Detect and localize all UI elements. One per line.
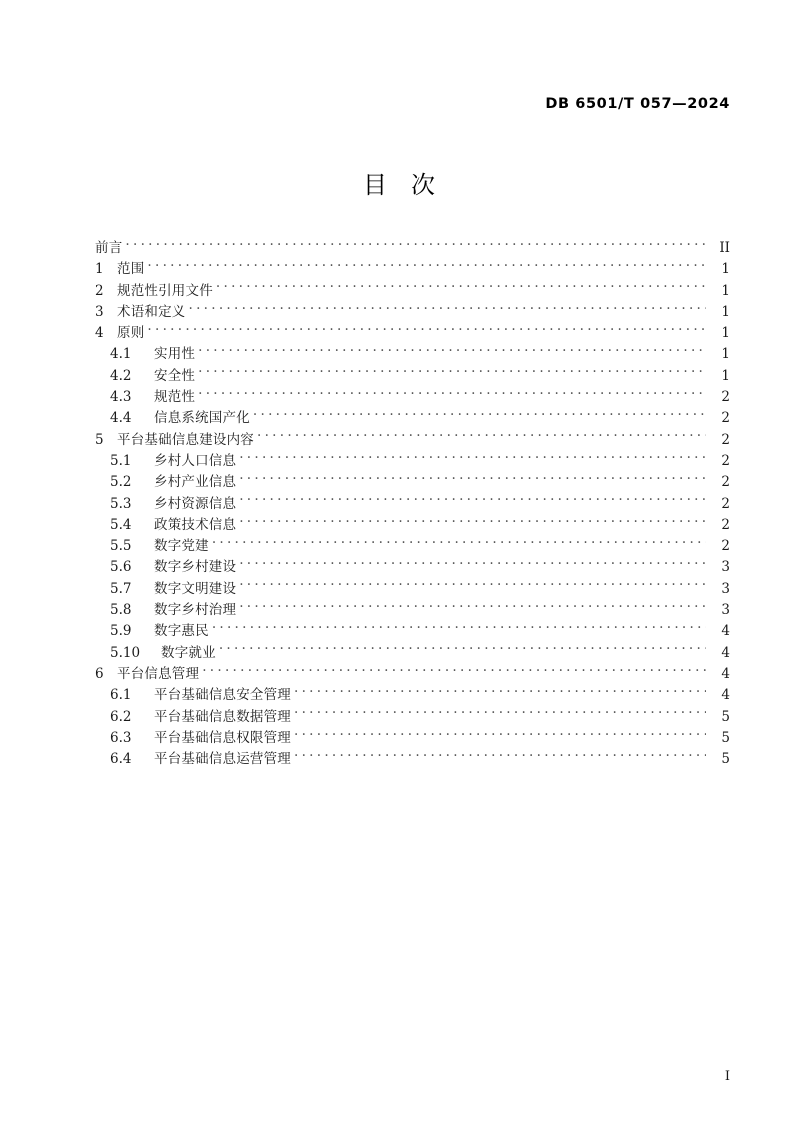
toc-dot-leader <box>198 388 706 401</box>
toc-dot-leader <box>219 644 706 657</box>
toc-entry[interactable] <box>95 366 730 387</box>
toc-entry-label: 数字文明建设 <box>154 580 237 597</box>
toc-entry-page-number: 2 <box>721 516 730 533</box>
toc-entry[interactable] <box>95 749 730 770</box>
toc-entry-page-number: 2 <box>721 389 730 406</box>
toc-entry-label: 规范性 <box>154 389 196 406</box>
toc-entry-page-number: 3 <box>721 559 730 576</box>
toc-entry-label: 数字党建 <box>154 538 209 555</box>
toc-entry-page-number: 2 <box>721 431 730 448</box>
toc-entry-number: 4.1 <box>110 346 132 363</box>
toc-entry-number: 6.2 <box>110 708 132 725</box>
toc-dot-leader <box>257 431 706 444</box>
toc-entry[interactable] <box>95 387 730 408</box>
toc-entry-label: 前言 <box>95 240 123 256</box>
toc-entry-number: 4.3 <box>110 389 132 406</box>
toc-entry-page-number: 2 <box>721 538 730 555</box>
toc-entry-label: 平台基础信息权限管理 <box>154 729 291 746</box>
toc-entry-number: 5.1 <box>110 452 132 469</box>
toc-entry-number: 5.8 <box>110 602 132 619</box>
page-title <box>0 165 800 200</box>
toc-dot-leader <box>125 239 706 252</box>
toc-entry-label: 平台基础信息安全管理 <box>154 687 291 704</box>
toc-entry-number: 6.4 <box>110 751 132 768</box>
toc-entry-number: 4 <box>95 325 104 342</box>
toc-entry-number: 6.1 <box>110 687 132 704</box>
toc-entry-number: 1 <box>95 261 104 278</box>
toc-dot-leader <box>202 665 706 678</box>
toc-dot-leader <box>212 537 706 550</box>
toc-entry-label: 乡村产业信息 <box>154 474 237 491</box>
toc-entry[interactable] <box>95 685 730 706</box>
toc-entry-number: 4.2 <box>110 367 132 384</box>
toc-entry[interactable] <box>95 579 730 600</box>
toc-dot-leader <box>147 324 706 337</box>
toc-entry-page-number: 2 <box>721 495 730 512</box>
toc-entry[interactable] <box>95 515 730 536</box>
toc-entry-number: 4.4 <box>110 410 132 427</box>
toc-entry-page-number: 2 <box>721 452 730 469</box>
toc-entry-page-number: 2 <box>721 410 730 427</box>
page-title-char-1: 目 <box>363 171 389 199</box>
toc-entry-label: 数字惠民 <box>154 623 209 640</box>
toc-entry-number: 5.10 <box>110 644 141 661</box>
toc-dot-leader <box>147 260 706 273</box>
toc-entry-label: 术语和定义 <box>117 303 186 320</box>
toc-dot-leader <box>239 516 706 529</box>
toc-entry-page-number: 1 <box>721 325 730 342</box>
toc-entry-label: 乡村人口信息 <box>154 452 237 469</box>
toc-entry-label: 平台基础信息运营管理 <box>154 751 291 768</box>
toc-entry-page-number: 4 <box>721 665 730 682</box>
toc-entry-page-number: 3 <box>721 580 730 597</box>
toc-entry-label: 规范性引用文件 <box>117 282 213 299</box>
toc-entry-page-number: 5 <box>721 729 730 746</box>
toc-entry[interactable] <box>95 707 730 728</box>
toc-entry[interactable] <box>95 494 730 515</box>
toc-entry[interactable] <box>95 238 730 259</box>
page-title-char-2: 次 <box>411 171 437 199</box>
toc-entry-page-number: 4 <box>721 644 730 661</box>
toc-dot-leader <box>239 580 706 593</box>
toc-dot-leader <box>198 367 706 380</box>
toc-dot-leader <box>239 601 706 614</box>
toc-entry[interactable] <box>95 664 730 685</box>
toc-entry-number: 5 <box>95 431 104 448</box>
table-of-contents <box>95 238 730 770</box>
toc-entry-page-number: 1 <box>721 367 730 384</box>
toc-entry-label: 实用性 <box>154 346 196 363</box>
toc-entry-page-number: 4 <box>721 687 730 704</box>
toc-entry[interactable] <box>95 323 730 344</box>
toc-entry[interactable] <box>95 621 730 642</box>
toc-entry[interactable] <box>95 281 730 302</box>
toc-entry-label: 安全性 <box>154 367 196 384</box>
toc-entry-number: 5.9 <box>110 623 132 640</box>
toc-dot-leader <box>294 729 706 742</box>
toc-entry[interactable] <box>95 451 730 472</box>
toc-entry[interactable] <box>95 344 730 365</box>
toc-entry[interactable] <box>95 536 730 557</box>
toc-dot-leader <box>294 750 706 763</box>
toc-entry-number: 5.7 <box>110 580 132 597</box>
toc-dot-leader <box>294 708 706 721</box>
toc-entry-number: 5.3 <box>110 495 132 512</box>
standard-code-header: DB 6501/T 057—2024 <box>545 96 730 112</box>
footer-page-number: I <box>724 1069 730 1084</box>
toc-dot-leader <box>239 452 706 465</box>
toc-dot-leader <box>239 558 706 571</box>
toc-entry[interactable] <box>95 430 730 451</box>
toc-entry-page-number: II <box>719 240 730 256</box>
toc-entry-number: 5.4 <box>110 516 132 533</box>
toc-entry-page-number: 1 <box>721 261 730 278</box>
toc-entry[interactable] <box>95 472 730 493</box>
toc-entry-label: 数字乡村治理 <box>154 602 237 619</box>
toc-entry-page-number: 2 <box>721 474 730 491</box>
toc-entry[interactable] <box>95 408 730 429</box>
toc-entry[interactable] <box>95 600 730 621</box>
toc-entry-label: 平台基础信息建设内容 <box>117 431 254 448</box>
toc-entry-page-number: 1 <box>721 303 730 320</box>
toc-dot-leader <box>189 303 707 316</box>
toc-entry-label: 信息系统国产化 <box>154 410 250 427</box>
toc-entry-label: 数字乡村建设 <box>154 559 237 576</box>
toc-dot-leader <box>253 409 706 422</box>
toc-entry[interactable] <box>95 302 730 323</box>
toc-entry-page-number: 1 <box>721 282 730 299</box>
toc-entry[interactable] <box>95 728 730 749</box>
toc-entry-number: 5.6 <box>110 559 132 576</box>
toc-dot-leader <box>294 686 706 699</box>
toc-dot-leader <box>212 622 706 635</box>
toc-entry-page-number: 5 <box>721 751 730 768</box>
toc-entry-number: 6.3 <box>110 729 132 746</box>
toc-dot-leader <box>198 345 706 358</box>
toc-entry-page-number: 1 <box>721 346 730 363</box>
toc-entry-label: 政策技术信息 <box>154 516 237 533</box>
toc-entry-number: 5.2 <box>110 474 132 491</box>
toc-entry-page-number: 3 <box>721 602 730 619</box>
toc-entry-label: 平台信息管理 <box>117 665 200 682</box>
toc-entry-number: 2 <box>95 282 104 299</box>
toc-dot-leader <box>239 495 706 508</box>
toc-entry-number: 3 <box>95 303 104 320</box>
toc-entry-number: 6 <box>95 665 104 682</box>
toc-entry-number: 5.5 <box>110 538 132 555</box>
toc-entry-label: 原则 <box>117 325 145 342</box>
toc-entry[interactable] <box>95 557 730 578</box>
toc-entry[interactable] <box>95 643 730 664</box>
toc-entry[interactable] <box>95 259 730 280</box>
toc-entry-label: 平台基础信息数据管理 <box>154 708 291 725</box>
toc-dot-leader <box>239 473 706 486</box>
toc-entry-label: 乡村资源信息 <box>154 495 237 512</box>
toc-entry-page-number: 4 <box>721 623 730 640</box>
toc-entry-label: 范围 <box>117 261 145 278</box>
toc-dot-leader <box>216 282 706 295</box>
toc-entry-label: 数字就业 <box>161 644 216 661</box>
toc-entry-page-number: 5 <box>721 708 730 725</box>
